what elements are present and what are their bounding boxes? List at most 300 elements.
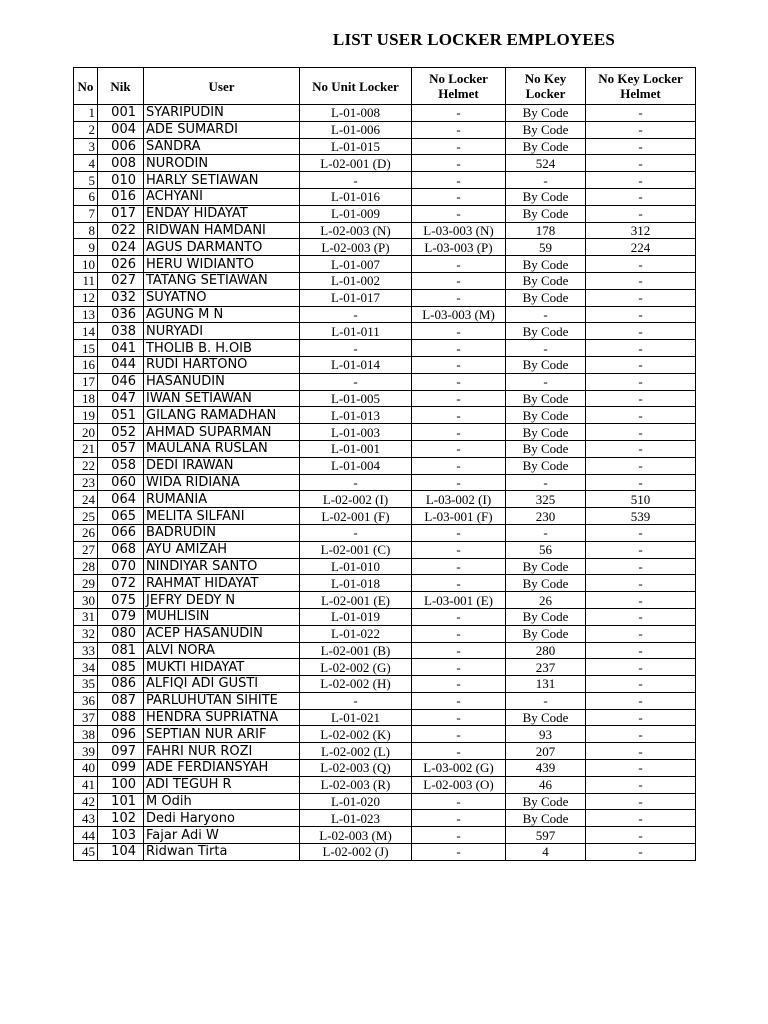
cell-key-locker-helmet: - xyxy=(586,138,696,155)
cell-locker-helmet: - xyxy=(412,541,506,558)
cell-unit-locker: L-01-011 xyxy=(300,323,412,340)
cell-no: 4 xyxy=(74,155,98,172)
cell-locker-helmet: - xyxy=(412,289,506,306)
cell-nik: 064 xyxy=(98,491,144,508)
cell-locker-helmet: - xyxy=(412,356,506,373)
cell-locker-helmet: - xyxy=(412,373,506,390)
cell-locker-helmet: - xyxy=(412,138,506,155)
cell-unit-locker: L-01-019 xyxy=(300,608,412,625)
table-row xyxy=(74,810,696,827)
cell-no: 15 xyxy=(74,340,98,357)
table-row xyxy=(74,827,696,844)
cell-locker-helmet: L-03-001 (E) xyxy=(412,592,506,609)
table-row xyxy=(74,491,696,508)
cell-no: 38 xyxy=(74,726,98,743)
table-row xyxy=(74,743,696,760)
cell-key-locker: 26 xyxy=(506,592,586,609)
table-row xyxy=(74,558,696,575)
table-row xyxy=(74,256,696,273)
cell-unit-locker: L-01-018 xyxy=(300,575,412,592)
table-row xyxy=(74,541,696,558)
cell-key-locker-helmet: - xyxy=(586,440,696,457)
cell-locker-helmet: - xyxy=(412,575,506,592)
cell-nik: 004 xyxy=(98,121,144,138)
cell-no: 24 xyxy=(74,491,98,508)
table-row xyxy=(74,172,696,189)
cell-locker-helmet: L-03-002 (I) xyxy=(412,491,506,508)
cell-user: FAHRI NUR ROZI xyxy=(144,743,300,760)
cell-key-locker: By Code xyxy=(506,323,586,340)
table-row xyxy=(74,726,696,743)
cell-key-locker-helmet: - xyxy=(586,306,696,323)
table-row xyxy=(74,340,696,357)
cell-no: 28 xyxy=(74,558,98,575)
cell-key-locker-helmet: - xyxy=(586,659,696,676)
cell-key-locker-helmet: - xyxy=(586,256,696,273)
cell-key-locker-helmet: - xyxy=(586,760,696,777)
cell-no: 40 xyxy=(74,760,98,777)
cell-nik: 079 xyxy=(98,608,144,625)
cell-user: HERU WIDIANTO xyxy=(144,256,300,273)
cell-user: AYU AMIZAH xyxy=(144,541,300,558)
cell-unit-locker: L-01-003 xyxy=(300,424,412,441)
locker-table xyxy=(73,67,696,861)
table-row xyxy=(74,692,696,709)
cell-locker-helmet: L-03-002 (G) xyxy=(412,760,506,777)
cell-no: 13 xyxy=(74,306,98,323)
cell-key-locker-helmet: - xyxy=(586,726,696,743)
cell-no: 32 xyxy=(74,625,98,642)
table-row xyxy=(74,272,696,289)
cell-no: 17 xyxy=(74,373,98,390)
table-row xyxy=(74,457,696,474)
cell-locker-helmet: L-03-003 (N) xyxy=(412,222,506,239)
cell-nik: 051 xyxy=(98,407,144,424)
cell-key-locker-helmet: - xyxy=(586,541,696,558)
cell-key-locker: 207 xyxy=(506,743,586,760)
cell-nik: 006 xyxy=(98,138,144,155)
cell-nik: 066 xyxy=(98,524,144,541)
table-row xyxy=(74,407,696,424)
cell-unit-locker: L-01-014 xyxy=(300,356,412,373)
cell-key-locker: By Code xyxy=(506,272,586,289)
cell-user: RUMANIA xyxy=(144,491,300,508)
cell-nik: 097 xyxy=(98,743,144,760)
cell-user: MUKTI HIDAYAT xyxy=(144,659,300,676)
cell-no: 10 xyxy=(74,256,98,273)
cell-nik: 068 xyxy=(98,541,144,558)
cell-no: 37 xyxy=(74,709,98,726)
cell-key-locker: By Code xyxy=(506,625,586,642)
table-row xyxy=(74,760,696,777)
cell-no: 11 xyxy=(74,272,98,289)
cell-key-locker: By Code xyxy=(506,138,586,155)
cell-unit-locker: L-01-010 xyxy=(300,558,412,575)
cell-key-locker: 325 xyxy=(506,491,586,508)
table-row xyxy=(74,793,696,810)
table-row xyxy=(74,289,696,306)
cell-user: SUYATNO xyxy=(144,289,300,306)
cell-unit-locker: L-02-002 (K) xyxy=(300,726,412,743)
table-row xyxy=(74,390,696,407)
cell-no: 21 xyxy=(74,440,98,457)
cell-no: 27 xyxy=(74,541,98,558)
cell-key-locker-helmet: - xyxy=(586,407,696,424)
table-row xyxy=(74,676,696,693)
cell-unit-locker: L-02-002 (L) xyxy=(300,743,412,760)
cell-unit-locker: L-01-015 xyxy=(300,138,412,155)
cell-key-locker: 178 xyxy=(506,222,586,239)
cell-key-locker: By Code xyxy=(506,558,586,575)
cell-unit-locker: - xyxy=(300,306,412,323)
cell-key-locker-helmet: - xyxy=(586,205,696,222)
table-row xyxy=(74,121,696,138)
cell-nik: 085 xyxy=(98,659,144,676)
cell-locker-helmet: - xyxy=(412,692,506,709)
cell-no: 35 xyxy=(74,676,98,693)
table-row xyxy=(74,373,696,390)
cell-key-locker-helmet: - xyxy=(586,474,696,491)
cell-locker-helmet: - xyxy=(412,474,506,491)
cell-locker-helmet: L-03-003 (M) xyxy=(412,306,506,323)
cell-unit-locker: L-01-013 xyxy=(300,407,412,424)
cell-no: 7 xyxy=(74,205,98,222)
cell-unit-locker: L-01-001 xyxy=(300,440,412,457)
cell-user: AGUNG M N xyxy=(144,306,300,323)
cell-user: RIDWAN HAMDANI xyxy=(144,222,300,239)
table-row xyxy=(74,138,696,155)
table-row xyxy=(74,356,696,373)
cell-unit-locker: L-01-007 xyxy=(300,256,412,273)
cell-key-locker: - xyxy=(506,172,586,189)
cell-key-locker-helmet: - xyxy=(586,642,696,659)
cell-nik: 072 xyxy=(98,575,144,592)
cell-key-locker-helmet: - xyxy=(586,188,696,205)
cell-key-locker: - xyxy=(506,474,586,491)
cell-unit-locker: L-01-006 xyxy=(300,121,412,138)
table-row xyxy=(74,105,696,122)
cell-no: 8 xyxy=(74,222,98,239)
cell-user: ACEP HASANUDIN xyxy=(144,625,300,642)
cell-user: HENDRA SUPRIATNA xyxy=(144,709,300,726)
table-row xyxy=(74,709,696,726)
cell-no: 36 xyxy=(74,692,98,709)
cell-unit-locker: L-01-004 xyxy=(300,457,412,474)
cell-user: DEDI IRAWAN xyxy=(144,457,300,474)
cell-user: PARLUHUTAN SIHITE xyxy=(144,692,300,709)
cell-key-locker-helmet: - xyxy=(586,272,696,289)
cell-user: BADRUDIN xyxy=(144,524,300,541)
cell-nik: 001 xyxy=(98,105,144,122)
cell-unit-locker: L-02-002 (H) xyxy=(300,676,412,693)
cell-key-locker-helmet: - xyxy=(586,810,696,827)
cell-no: 29 xyxy=(74,575,98,592)
cell-user: JEFRY DEDY N xyxy=(144,592,300,609)
cell-key-locker: By Code xyxy=(506,205,586,222)
cell-unit-locker: L-01-021 xyxy=(300,709,412,726)
cell-key-locker-helmet: - xyxy=(586,827,696,844)
cell-unit-locker: L-01-002 xyxy=(300,272,412,289)
cell-no: 2 xyxy=(74,121,98,138)
cell-key-locker: By Code xyxy=(506,105,586,122)
cell-nik: 060 xyxy=(98,474,144,491)
cell-nik: 087 xyxy=(98,692,144,709)
cell-key-locker: By Code xyxy=(506,709,586,726)
cell-locker-helmet: - xyxy=(412,457,506,474)
cell-nik: 057 xyxy=(98,440,144,457)
cell-key-locker-helmet: - xyxy=(586,692,696,709)
cell-no: 6 xyxy=(74,188,98,205)
cell-key-locker: - xyxy=(506,340,586,357)
cell-no: 23 xyxy=(74,474,98,491)
cell-no: 19 xyxy=(74,407,98,424)
cell-user: ADI TEGUH R xyxy=(144,776,300,793)
cell-user: M Odih xyxy=(144,793,300,810)
cell-unit-locker: - xyxy=(300,373,412,390)
table-row xyxy=(74,306,696,323)
cell-no: 16 xyxy=(74,356,98,373)
cell-nik: 103 xyxy=(98,827,144,844)
cell-no: 34 xyxy=(74,659,98,676)
cell-no: 3 xyxy=(74,138,98,155)
cell-locker-helmet: - xyxy=(412,524,506,541)
cell-key-locker-helmet: - xyxy=(586,844,696,861)
cell-no: 5 xyxy=(74,172,98,189)
header-no: No xyxy=(74,68,98,105)
cell-nik: 104 xyxy=(98,844,144,861)
cell-nik: 027 xyxy=(98,272,144,289)
cell-user: MUHLISIN xyxy=(144,608,300,625)
cell-no: 12 xyxy=(74,289,98,306)
cell-key-locker: By Code xyxy=(506,457,586,474)
cell-key-locker-helmet: - xyxy=(586,155,696,172)
cell-unit-locker: L-01-020 xyxy=(300,793,412,810)
cell-nik: 080 xyxy=(98,625,144,642)
cell-locker-helmet: - xyxy=(412,390,506,407)
table-row xyxy=(74,239,696,256)
cell-no: 1 xyxy=(74,105,98,122)
cell-user: RUDI HARTONO xyxy=(144,356,300,373)
cell-no: 42 xyxy=(74,793,98,810)
cell-nik: 047 xyxy=(98,390,144,407)
cell-key-locker-helmet: - xyxy=(586,524,696,541)
cell-unit-locker: L-02-001 (B) xyxy=(300,642,412,659)
cell-key-locker-helmet: - xyxy=(586,340,696,357)
cell-key-locker: 131 xyxy=(506,676,586,693)
cell-no: 22 xyxy=(74,457,98,474)
cell-locker-helmet: - xyxy=(412,407,506,424)
cell-locker-helmet: - xyxy=(412,424,506,441)
cell-unit-locker: L-02-002 (J) xyxy=(300,844,412,861)
cell-nik: 026 xyxy=(98,256,144,273)
cell-key-locker: 93 xyxy=(506,726,586,743)
cell-key-locker-helmet: - xyxy=(586,592,696,609)
cell-locker-helmet: L-03-001 (F) xyxy=(412,508,506,525)
cell-locker-helmet: - xyxy=(412,659,506,676)
cell-no: 33 xyxy=(74,642,98,659)
cell-nik: 100 xyxy=(98,776,144,793)
cell-key-locker: - xyxy=(506,692,586,709)
cell-nik: 008 xyxy=(98,155,144,172)
cell-unit-locker: L-02-003 (M) xyxy=(300,827,412,844)
cell-key-locker: By Code xyxy=(506,424,586,441)
cell-key-locker-helmet: - xyxy=(586,390,696,407)
cell-key-locker-helmet: - xyxy=(586,608,696,625)
cell-no: 39 xyxy=(74,743,98,760)
header-user: User xyxy=(144,68,300,105)
cell-key-locker: By Code xyxy=(506,810,586,827)
cell-key-locker: By Code xyxy=(506,188,586,205)
cell-no: 26 xyxy=(74,524,98,541)
cell-nik: 052 xyxy=(98,424,144,441)
cell-key-locker: 524 xyxy=(506,155,586,172)
header-locker-helmet: No Locker Helmet xyxy=(412,68,506,105)
cell-user: SANDRA xyxy=(144,138,300,155)
cell-key-locker: 4 xyxy=(506,844,586,861)
cell-locker-helmet: - xyxy=(412,121,506,138)
cell-key-locker: 56 xyxy=(506,541,586,558)
cell-key-locker-helmet: 539 xyxy=(586,508,696,525)
cell-nik: 058 xyxy=(98,457,144,474)
cell-nik: 038 xyxy=(98,323,144,340)
cell-key-locker: By Code xyxy=(506,793,586,810)
cell-key-locker: - xyxy=(506,373,586,390)
cell-key-locker: By Code xyxy=(506,356,586,373)
cell-user: ALVI NORA xyxy=(144,642,300,659)
cell-key-locker-helmet: - xyxy=(586,424,696,441)
table-row xyxy=(74,608,696,625)
cell-unit-locker: - xyxy=(300,692,412,709)
cell-key-locker: By Code xyxy=(506,390,586,407)
cell-key-locker-helmet: - xyxy=(586,323,696,340)
cell-nik: 065 xyxy=(98,508,144,525)
cell-unit-locker: L-02-001 (C) xyxy=(300,541,412,558)
cell-locker-helmet: L-02-003 (O) xyxy=(412,776,506,793)
cell-key-locker: 59 xyxy=(506,239,586,256)
cell-user: ENDAY HIDAYAT xyxy=(144,205,300,222)
cell-locker-helmet: - xyxy=(412,172,506,189)
cell-locker-helmet: - xyxy=(412,323,506,340)
cell-key-locker: 237 xyxy=(506,659,586,676)
cell-locker-helmet: - xyxy=(412,256,506,273)
cell-user: ACHYANI xyxy=(144,188,300,205)
cell-key-locker: 280 xyxy=(506,642,586,659)
table-row xyxy=(74,575,696,592)
cell-user: SYARIPUDIN xyxy=(144,105,300,122)
cell-unit-locker: L-02-003 (N) xyxy=(300,222,412,239)
cell-no: 43 xyxy=(74,810,98,827)
table-row xyxy=(74,474,696,491)
cell-unit-locker: L-02-002 (I) xyxy=(300,491,412,508)
cell-locker-helmet: - xyxy=(412,440,506,457)
cell-user: ALFIQI ADI GUSTI xyxy=(144,676,300,693)
table-row xyxy=(74,776,696,793)
cell-unit-locker: L-02-003 (Q) xyxy=(300,760,412,777)
table-row xyxy=(74,222,696,239)
header-row xyxy=(74,68,696,105)
cell-nik: 086 xyxy=(98,676,144,693)
cell-nik: 101 xyxy=(98,793,144,810)
cell-unit-locker: L-01-008 xyxy=(300,105,412,122)
cell-locker-helmet: - xyxy=(412,608,506,625)
cell-key-locker-helmet: 510 xyxy=(586,491,696,508)
cell-key-locker-helmet: - xyxy=(586,558,696,575)
cell-unit-locker: L-02-001 (F) xyxy=(300,508,412,525)
table-row xyxy=(74,625,696,642)
cell-user: WIDA RIDIANA xyxy=(144,474,300,491)
cell-locker-helmet: - xyxy=(412,105,506,122)
table-row xyxy=(74,642,696,659)
table-row xyxy=(74,155,696,172)
cell-nik: 099 xyxy=(98,760,144,777)
cell-user: HASANUDIN xyxy=(144,373,300,390)
cell-nik: 081 xyxy=(98,642,144,659)
cell-user: AHMAD SUPARMAN xyxy=(144,424,300,441)
cell-unit-locker: - xyxy=(300,340,412,357)
cell-key-locker: 439 xyxy=(506,760,586,777)
cell-no: 44 xyxy=(74,827,98,844)
cell-key-locker: By Code xyxy=(506,608,586,625)
cell-locker-helmet: - xyxy=(412,793,506,810)
cell-key-locker: 597 xyxy=(506,827,586,844)
cell-no: 25 xyxy=(74,508,98,525)
cell-key-locker: - xyxy=(506,306,586,323)
cell-unit-locker: - xyxy=(300,172,412,189)
cell-no: 30 xyxy=(74,592,98,609)
table-row xyxy=(74,188,696,205)
cell-key-locker: - xyxy=(506,524,586,541)
cell-nik: 075 xyxy=(98,592,144,609)
cell-key-locker-helmet: - xyxy=(586,289,696,306)
cell-user: NURODIN xyxy=(144,155,300,172)
page-title: LIST USER LOCKER EMPLOYEES xyxy=(332,30,616,49)
cell-key-locker: By Code xyxy=(506,407,586,424)
cell-key-locker: By Code xyxy=(506,440,586,457)
cell-no: 18 xyxy=(74,390,98,407)
cell-key-locker-helmet: 312 xyxy=(586,222,696,239)
cell-key-locker-helmet: - xyxy=(586,793,696,810)
cell-key-locker: By Code xyxy=(506,575,586,592)
cell-key-locker-helmet: - xyxy=(586,575,696,592)
cell-unit-locker: L-01-023 xyxy=(300,810,412,827)
cell-no: 9 xyxy=(74,239,98,256)
cell-nik: 032 xyxy=(98,289,144,306)
cell-key-locker: 230 xyxy=(506,508,586,525)
cell-nik: 024 xyxy=(98,239,144,256)
cell-unit-locker: L-02-001 (E) xyxy=(300,592,412,609)
cell-nik: 041 xyxy=(98,340,144,357)
cell-unit-locker: L-02-001 (D) xyxy=(300,155,412,172)
cell-locker-helmet: L-03-003 (P) xyxy=(412,239,506,256)
cell-locker-helmet: - xyxy=(412,155,506,172)
cell-unit-locker: L-02-003 (P) xyxy=(300,239,412,256)
cell-user: NURYADI xyxy=(144,323,300,340)
cell-locker-helmet: - xyxy=(412,642,506,659)
cell-key-locker: By Code xyxy=(506,121,586,138)
table-row xyxy=(74,592,696,609)
cell-user: NINDIYAR SANTO xyxy=(144,558,300,575)
cell-key-locker-helmet: - xyxy=(586,709,696,726)
cell-locker-helmet: - xyxy=(412,340,506,357)
cell-user: RAHMAT HIDAYAT xyxy=(144,575,300,592)
cell-locker-helmet: - xyxy=(412,844,506,861)
cell-user: THOLIB B. H.OIB xyxy=(144,340,300,357)
cell-key-locker-helmet: - xyxy=(586,121,696,138)
cell-no: 41 xyxy=(74,776,98,793)
cell-user: MELITA SILFANI xyxy=(144,508,300,525)
cell-user: AGUS DARMANTO xyxy=(144,239,300,256)
cell-no: 20 xyxy=(74,424,98,441)
